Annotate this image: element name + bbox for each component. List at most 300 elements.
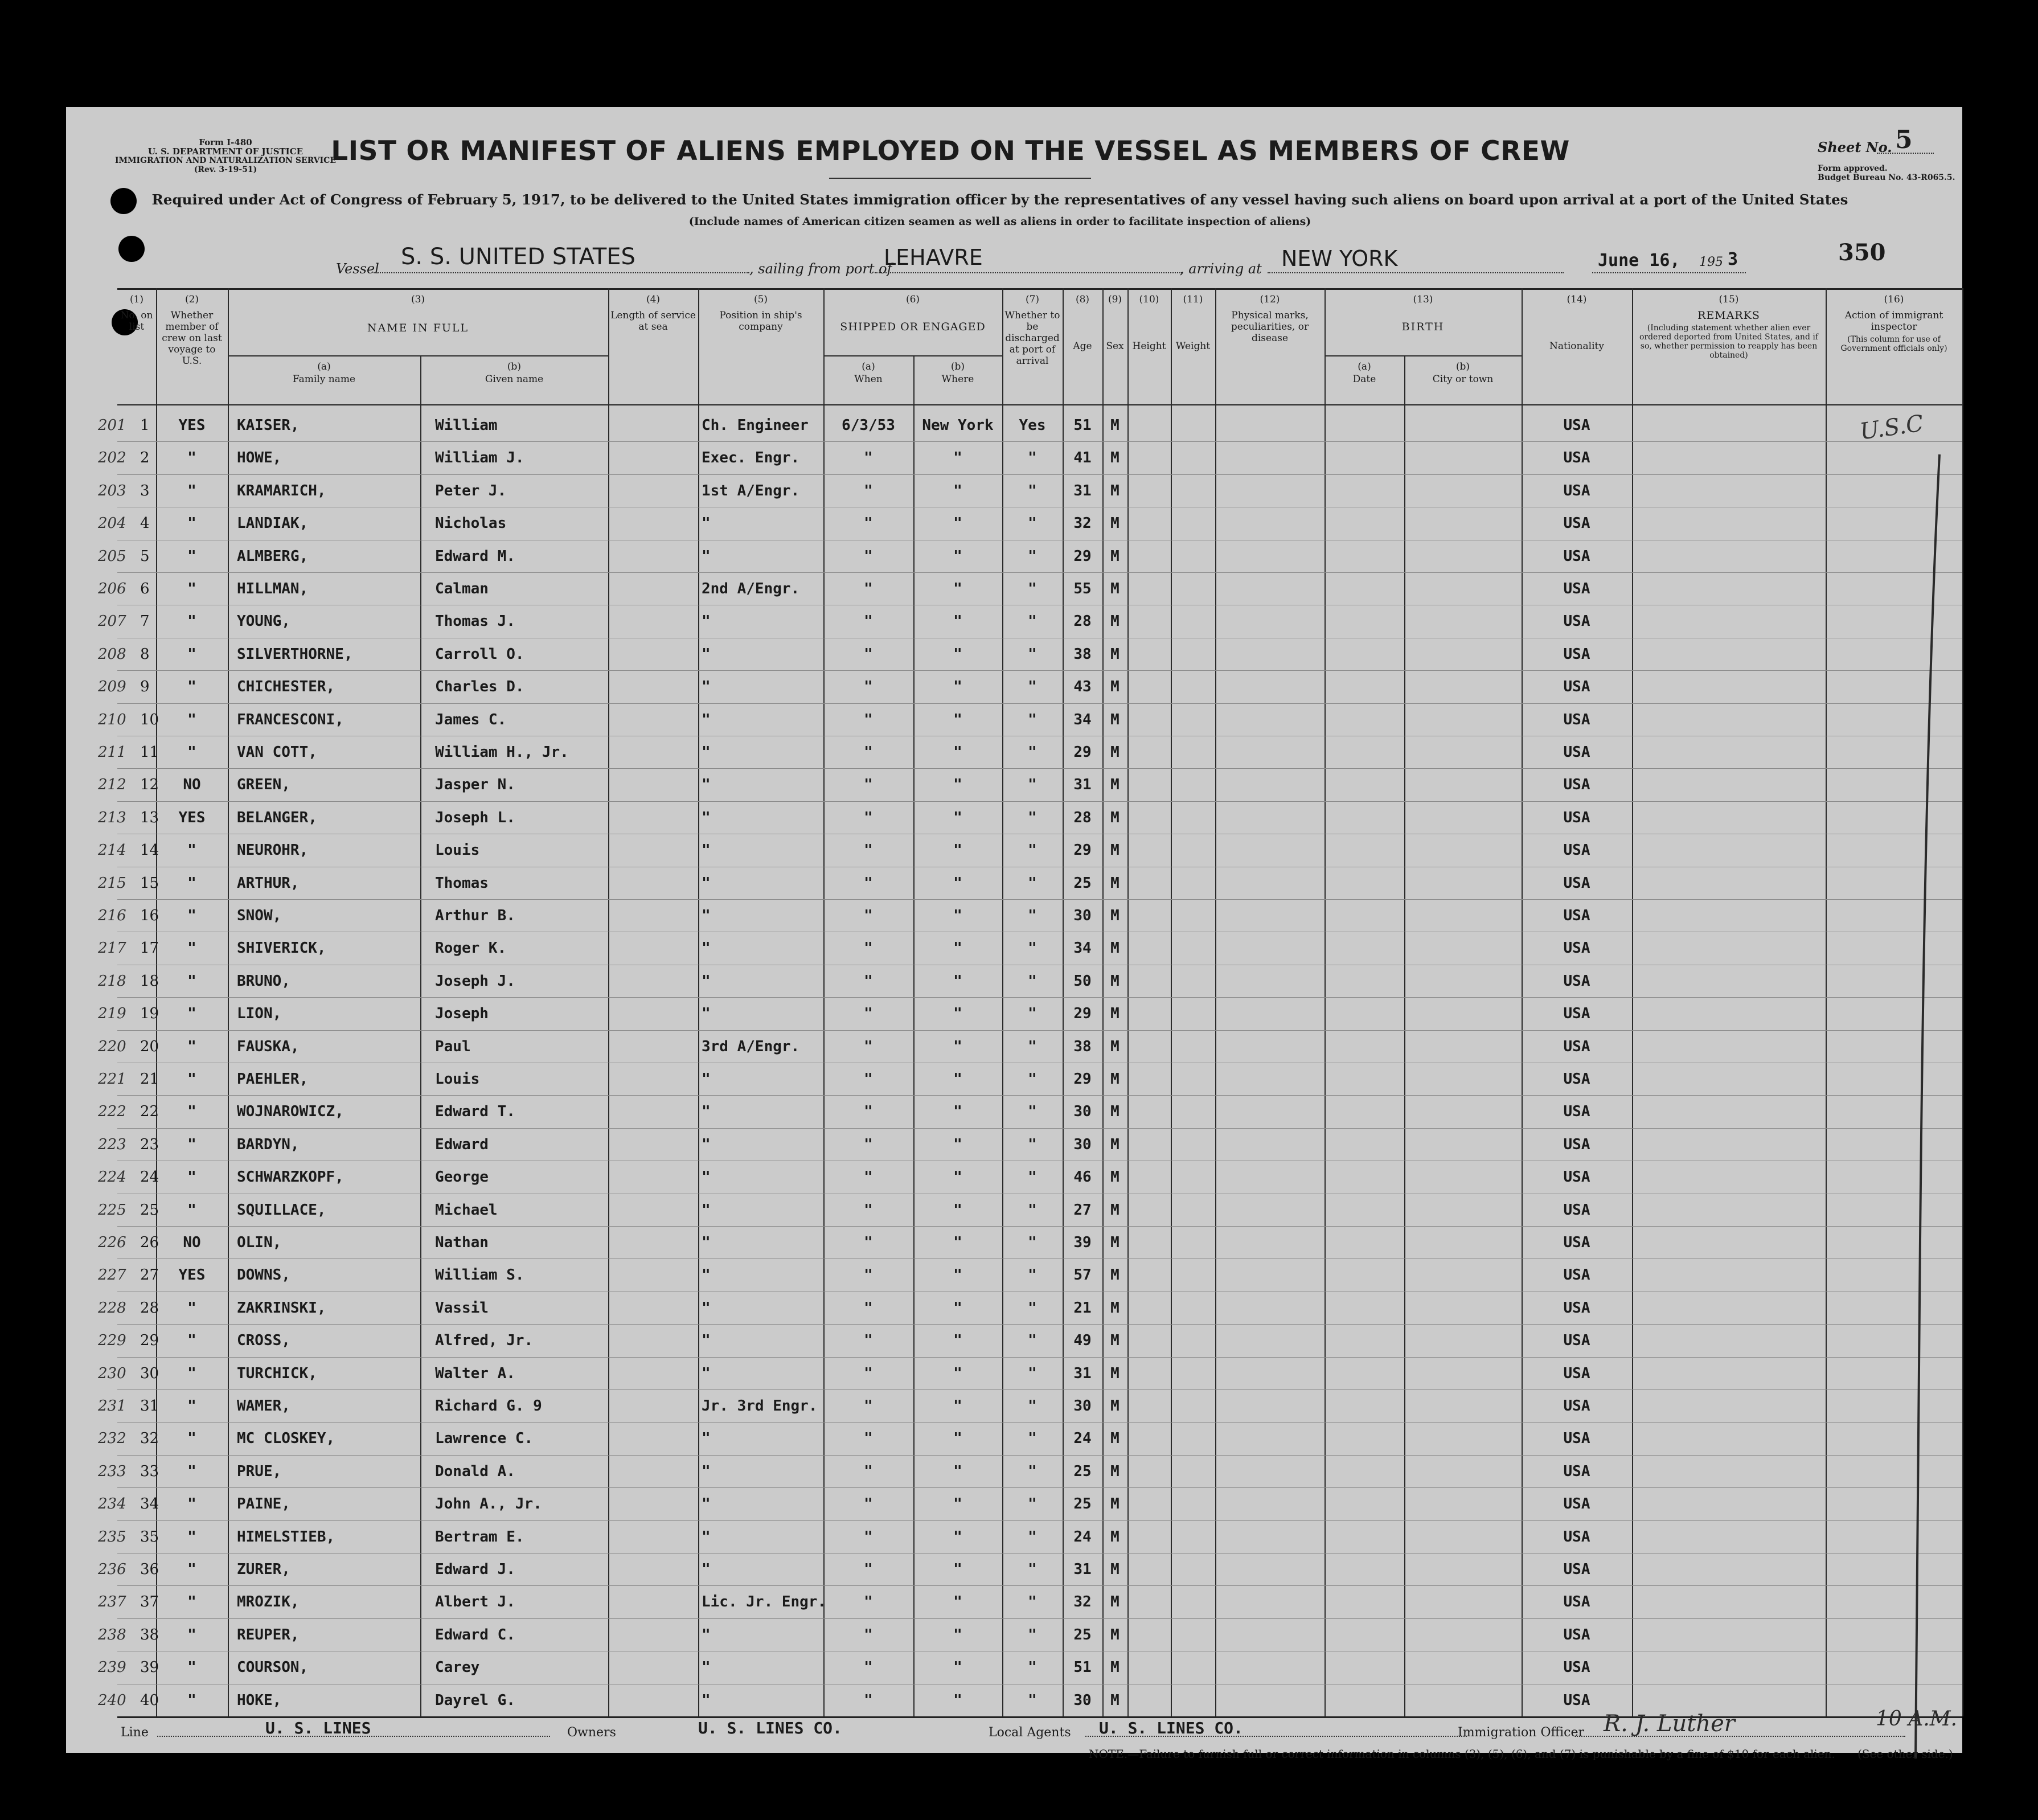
shipped-where-cell: " [953,1462,962,1480]
age-cell: 27 [1073,1201,1092,1219]
serial-mark: 206 [98,580,126,597]
owners-label: Owners [567,1725,616,1740]
col-c6-number: (6) [905,294,920,305]
age-cell: 49 [1073,1332,1092,1350]
sex-cell: M [1110,1103,1120,1121]
col-c15-sub: (Including statement whether alien ever ordered deported from United States, and if so, whether permission to reapply has been obtained) [1639,323,1819,360]
family-name-cell: BARDYN, [237,1136,300,1153]
vessel-label: Vessel [336,261,379,277]
row-rule [117,703,1962,704]
page-title: LIST OR MANIFEST OF ALIENS EMPLOYED ON THE VESSEL AS MEMBERS OF CREW [331,136,1570,167]
sheet-number-line [1877,153,1934,154]
col-c14-number: (14) [1567,294,1587,305]
row-number: 20 [140,1038,159,1055]
row-number: 4 [140,515,150,532]
officer-label: Immigration Officer [1458,1725,1585,1740]
prev-voyage-cell: " [187,940,196,957]
age-cell: 31 [1073,1561,1092,1578]
vessel-line [374,272,749,273]
row-number: 22 [140,1103,159,1121]
family-name-cell: PAINE, [237,1495,290,1513]
age-cell: 38 [1073,645,1092,663]
age-cell: 30 [1073,1397,1092,1415]
position-cell: " [702,515,711,532]
discharged-cell: " [1028,613,1037,630]
prev-voyage-cell: " [187,645,196,663]
row-rule [117,441,1962,442]
nationality-cell: USA [1563,1397,1590,1415]
age-cell: 55 [1073,580,1092,597]
row-number: 19 [140,1005,159,1023]
age-cell: 21 [1073,1299,1092,1317]
nationality-cell: USA [1563,842,1590,859]
age-cell: 51 [1073,1659,1092,1676]
shipped-where-cell: " [953,515,962,532]
penalty-note: NOTE.—Failure to furnish full or correct information in columns (3), (5), (6), and (7) is punishable by a fine of $10 for each alien. [1089,1747,1835,1761]
sheet-label: Sheet No. [1818,139,1892,155]
sex-cell: M [1110,1169,1120,1186]
agents-name: U. S. LINES CO. [1099,1719,1243,1737]
prev-voyage-cell: " [187,1169,196,1186]
discharged-cell: " [1028,1659,1037,1676]
col-c3b-label: Given name [485,374,544,385]
shipped-where-cell: " [953,1364,962,1382]
owners-name: U. S. LINES CO. [698,1719,842,1737]
shipped-where-cell: " [953,776,962,794]
row-number: 27 [140,1266,159,1284]
shipped-when-cell: " [864,744,873,761]
age-cell: 24 [1073,1430,1092,1448]
prev-voyage-cell: " [187,1071,196,1088]
prev-voyage-cell: " [187,1103,196,1121]
nationality-cell: USA [1563,1266,1590,1284]
row-number: 7 [140,613,150,630]
shipped-where-cell: " [953,645,962,663]
shipped-when-cell: " [864,1397,873,1415]
serial-mark: 230 [98,1364,126,1382]
col-c15-label: REMARKS [1697,309,1760,322]
given-name-cell: Thomas [435,874,489,892]
given-name-cell: Charles D. [435,678,524,696]
col-c16-number: (16) [1884,294,1904,305]
shipped-where-cell: " [953,1528,962,1546]
given-name-cell: Edward M. [435,547,515,565]
row-number: 3 [140,482,150,499]
prev-voyage-cell: " [187,1593,196,1611]
age-cell: 31 [1073,776,1092,794]
shipped-when-cell: " [864,1234,873,1251]
position-cell: " [702,1266,711,1284]
discharged-cell: " [1028,1364,1037,1382]
discharged-cell: " [1028,645,1037,663]
column-rule [228,288,229,1716]
shipped-where-cell: " [953,907,962,924]
row-rule [117,1128,1962,1129]
row-rule [117,1357,1962,1358]
col-c2-label: Whether member of crew on last voyage to U.S. [162,310,222,367]
serial-mark: 225 [98,1201,126,1219]
col-c2-number: (2) [184,294,199,305]
shipped-when-cell: " [864,678,873,696]
prev-voyage-cell: " [187,1397,196,1415]
col-c12-label: Physical marks, peculiarities, or disease [1231,310,1309,344]
shipped-where-cell: " [953,1593,962,1611]
col-c6a-label: When [854,374,883,385]
shipped-where-cell: " [953,940,962,957]
family-name-cell: MROZIK, [237,1593,300,1611]
age-cell: 51 [1073,417,1092,434]
position-cell: " [702,776,711,794]
row-number: 35 [140,1528,159,1546]
age-cell: 25 [1073,1462,1092,1480]
sex-cell: M [1110,1561,1120,1578]
shipped-when-cell: " [864,1071,873,1088]
age-cell: 43 [1073,678,1092,696]
shipped-when-cell: " [864,1561,873,1578]
col-c1-label: No. on list [120,310,153,333]
nationality-cell: USA [1563,1462,1590,1480]
nationality-cell: USA [1563,645,1590,663]
shipped-where-cell: " [953,1332,962,1350]
age-cell: 29 [1073,744,1092,761]
prev-voyage-cell: " [187,1626,196,1643]
family-name-cell: SHIVERICK, [237,940,326,957]
sex-cell: M [1110,449,1120,467]
family-name-cell: REUPER, [237,1626,300,1643]
age-cell: 34 [1073,940,1092,957]
row-rule [117,1422,1962,1423]
sex-cell: M [1110,809,1120,826]
col-c10-label: Height [1132,341,1166,352]
family-name-cell: LION, [237,1005,282,1023]
row-number: 40 [140,1691,159,1709]
position-cell: " [702,1528,711,1546]
row-rule [117,670,1962,671]
family-name-cell: TURCHICK, [237,1364,317,1382]
shipped-when-cell: " [864,1299,873,1317]
age-cell: 32 [1073,515,1092,532]
serial-mark: 203 [98,482,126,499]
shipped-when-cell: " [864,874,873,892]
discharged-cell: " [1028,1005,1037,1023]
given-name-cell: Michael [435,1201,498,1219]
age-cell: 30 [1073,1103,1092,1121]
family-name-cell: CROSS, [237,1332,290,1350]
row-number: 13 [140,809,159,826]
prev-voyage-cell: YES [178,1266,206,1284]
column-rule [1404,355,1405,1716]
family-name-cell: COURSON, [237,1659,309,1676]
serial-mark: 240 [98,1691,126,1709]
row-number: 26 [140,1234,159,1251]
age-cell: 46 [1073,1169,1092,1186]
given-name-cell: Edward T. [435,1103,515,1121]
shipped-where-cell: " [953,1071,962,1088]
sex-cell: M [1110,1071,1120,1088]
sex-cell: M [1110,1201,1120,1219]
column-rule [1632,288,1633,1716]
shipped-when-cell: " [864,940,873,957]
serial-mark: 213 [98,809,126,826]
prev-voyage-cell: " [187,711,196,728]
sex-cell: M [1110,940,1120,957]
table-header-border [117,404,1962,405]
shipped-where-cell: " [953,1038,962,1055]
row-rule [117,1030,1962,1031]
shipped-where-cell: New York [922,417,994,434]
column-rule [1002,288,1003,1716]
shipped-when-cell: " [864,1495,873,1513]
nationality-cell: USA [1563,1593,1590,1611]
discharged-cell: " [1028,1038,1037,1055]
given-name-cell: James C. [435,711,507,728]
row-number: 21 [140,1071,159,1088]
shipped-when-cell: " [864,1103,873,1121]
given-name-cell: Jasper N. [435,776,515,794]
age-cell: 30 [1073,907,1092,924]
form-number: Form I-480 [199,137,252,147]
prev-voyage-cell: " [187,907,196,924]
age-cell: 39 [1073,1234,1092,1251]
prev-voyage-cell: " [187,972,196,990]
shipped-when-cell: " [864,907,873,924]
col-c9-number: (9) [1108,294,1122,305]
row-number: 9 [140,678,150,696]
arrival-port: NEW YORK [1281,246,1398,271]
position-cell: " [702,1071,711,1088]
given-name-cell: Nathan [435,1234,489,1251]
birth-subheader-rule [1325,355,1522,356]
given-name-cell: Carroll O. [435,645,524,663]
row-number: 23 [140,1136,159,1153]
discharged-cell: " [1028,1561,1037,1578]
shipped-where-cell: " [953,1495,962,1513]
row-number: 36 [140,1561,159,1578]
prev-voyage-cell: YES [178,809,206,826]
position-cell: " [702,1659,711,1676]
sex-cell: M [1110,1136,1120,1153]
column-rule [1325,288,1326,1716]
shipped-where-cell: " [953,1561,962,1578]
col-c16-label: Action of immigrant inspector [1844,310,1943,333]
serial-mark: 221 [98,1071,126,1088]
sex-cell: M [1110,874,1120,892]
nationality-cell: USA [1563,1659,1590,1676]
act-statement: Required under Act of Congress of February 5, 1917, to be delivered to the United States immigration officer by the representatives of any vessel having such aliens on board upon arrival at a port of the United States [151,191,1848,208]
col-c1-number: (1) [129,294,144,305]
nationality-cell: USA [1563,678,1590,696]
nationality-cell: USA [1563,1299,1590,1317]
col-c13-number: (13) [1413,294,1433,305]
age-cell: 29 [1073,1005,1092,1023]
row-number: 2 [140,449,150,467]
row-number: 14 [140,842,159,859]
family-name-cell: VAN COTT, [237,744,317,761]
shipped-when-cell: " [864,547,873,565]
col-c12-number: (12) [1260,294,1280,305]
shipped-when-cell: " [864,613,873,630]
family-name-cell: HOKE, [237,1691,282,1709]
serial-mark: 235 [98,1528,126,1546]
position-cell: " [702,1136,711,1153]
row-number: 33 [140,1462,159,1480]
sex-cell: M [1110,1364,1120,1382]
row-rule [117,997,1962,998]
prev-voyage-cell: " [187,1005,196,1023]
shipped-when-cell: " [864,1364,873,1382]
shipped-when-cell: " [864,645,873,663]
col-c8-label: Age [1073,341,1092,352]
nationality-cell: USA [1563,1038,1590,1055]
shipped-when-cell: " [864,842,873,859]
row-rule [117,899,1962,900]
col-c10-number: (10) [1139,294,1159,305]
sex-cell: M [1110,1593,1120,1611]
given-name-cell: Nicholas [435,515,507,532]
sex-cell: M [1110,1430,1120,1448]
prev-voyage-cell: " [187,1201,196,1219]
prev-voyage-cell: " [187,1561,196,1578]
nationality-cell: USA [1563,1495,1590,1513]
shipped-where-cell: " [953,874,962,892]
discharged-cell: " [1028,1691,1037,1709]
family-name-cell: KRAMARICH, [237,482,326,499]
family-name-cell: ZAKRINSKI, [237,1299,326,1317]
col-c13b-number: (b) [1455,361,1470,372]
shipped-when-cell: " [864,449,873,467]
given-name-cell: Vassil [435,1299,489,1317]
nationality-cell: USA [1563,711,1590,728]
arrival-time-mark: 10 A.M. [1876,1707,1957,1731]
given-name-cell: Walter A. [435,1364,515,1382]
given-name-cell: Edward J. [435,1561,515,1578]
include-note: (Include names of American citizen seamen as well as aliens in order to facilitate inspection of aliens) [688,215,1311,228]
position-cell: " [702,1691,711,1709]
shipped-when-cell: " [864,1005,873,1023]
sheet-number: 5 [1895,125,1913,154]
prev-voyage-cell: " [187,1299,196,1317]
col-c8-number: (8) [1075,294,1090,305]
col-c5-label: Position in ship's company [719,310,802,333]
col-c5-number: (5) [753,294,768,305]
shipped-where-cell: " [953,1266,962,1284]
row-number: 32 [140,1430,159,1448]
page-mark: 350 [1838,239,1886,266]
col-c13-label: BIRTH [1401,321,1445,333]
prev-voyage-cell: " [187,1038,196,1055]
column-rule [1522,288,1523,1716]
serial-mark: 236 [98,1561,126,1578]
position-cell: " [702,1430,711,1448]
family-name-cell: ZURER, [237,1561,290,1578]
discharged-cell: " [1028,972,1037,990]
col-c6b-number: (b) [950,361,965,372]
sex-cell: M [1110,972,1120,990]
shipped-when-cell: " [864,1136,873,1153]
table-top-border [117,288,1962,290]
discharged-cell: " [1028,1430,1037,1448]
given-name-cell: Joseph [435,1005,489,1023]
shipped-where-cell: " [953,1299,962,1317]
row-number: 29 [140,1332,159,1350]
position-cell: " [702,1626,711,1643]
family-name-cell: BELANGER, [237,809,317,826]
shipped-where-cell: " [953,972,962,990]
serial-mark: 216 [98,907,126,924]
serial-mark: 210 [98,711,126,728]
shipped-where-cell: " [953,1430,962,1448]
family-name-cell: OLIN, [237,1234,282,1251]
department-name: U. S. DEPARTMENT OF JUSTICE [147,146,304,157]
serial-mark: 217 [98,940,126,957]
row-number: 5 [140,547,150,565]
sex-cell: M [1110,1462,1120,1480]
col-c3a-label: Family name [292,374,356,385]
shipped-where-cell: " [953,1169,962,1186]
col-c6-label: SHIPPED OR ENGAGED [840,321,986,333]
nationality-cell: USA [1563,1005,1590,1023]
sailing-line [875,272,1182,273]
given-name-cell: William S. [435,1266,524,1284]
row-number: 18 [140,972,159,990]
serial-mark: 209 [98,678,126,696]
discharged-cell: " [1028,678,1037,696]
given-name-cell: Albert J. [435,1593,515,1611]
serial-mark: 215 [98,874,126,892]
position-cell: " [702,1495,711,1513]
row-rule [117,1389,1962,1390]
serial-mark: 211 [98,744,126,761]
family-name-cell: WAMER, [237,1397,290,1415]
shipped-where-cell: " [953,711,962,728]
sex-cell: M [1110,1005,1120,1023]
shipped-where-cell: " [953,613,962,630]
shipped-when-cell: " [864,1266,873,1284]
position-cell: Ch. Engineer [702,417,809,434]
position-cell: " [702,972,711,990]
age-cell: 30 [1073,1136,1092,1153]
family-name-cell: CHICHESTER, [237,678,335,696]
shipped-when-cell: " [864,1593,873,1611]
sex-cell: M [1110,515,1120,532]
family-name-cell: HIMELSTIEB, [237,1528,335,1546]
shipped-where-cell: " [953,1626,962,1643]
row-rule [117,801,1962,802]
discharged-cell: " [1028,449,1037,467]
position-cell: " [702,1462,711,1480]
nationality-cell: USA [1563,1103,1590,1121]
column-rule [1063,288,1064,1716]
nationality-cell: USA [1563,874,1590,892]
discharged-cell: " [1028,580,1037,597]
position-cell: " [702,809,711,826]
discharged-cell: " [1028,809,1037,826]
sex-cell: M [1110,776,1120,794]
given-name-cell: Carey [435,1659,480,1676]
arriving-label: , arriving at [1180,261,1262,277]
age-cell: 25 [1073,1495,1092,1513]
serial-mark: 207 [98,613,126,630]
nationality-cell: USA [1563,1136,1590,1153]
family-name-cell: BRUNO, [237,972,290,990]
discharged-cell: " [1028,515,1037,532]
punch-hole [118,236,145,262]
col-c7-number: (7) [1025,294,1040,305]
discharged-cell: " [1028,1103,1037,1121]
given-name-cell: Richard G. 9 [435,1397,542,1415]
prev-voyage-cell: " [187,515,196,532]
discharged-cell: " [1028,1169,1037,1186]
